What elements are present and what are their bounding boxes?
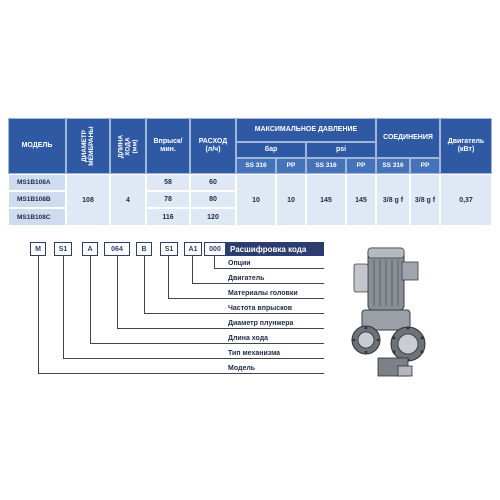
header-max-pressure: МАКСИМАЛЬНОЕ ДАВЛЕНИЕ xyxy=(236,118,376,142)
injections-cell: 78 xyxy=(146,191,190,208)
code-segment: A xyxy=(82,242,98,256)
header-flow: РАСХОД (л/ч) xyxy=(190,118,236,174)
flow-cell: 80 xyxy=(190,191,236,208)
leader-line xyxy=(117,328,324,329)
header-stroke: ДЛИНА ХОДА (мм) xyxy=(110,118,146,174)
leader-line xyxy=(144,256,145,313)
header-connections: СОЕДИНЕНИЯ xyxy=(376,118,440,158)
diameter-cell: 108 xyxy=(66,174,110,226)
leader-line xyxy=(168,256,169,298)
header-bar-ss316: SS 316 xyxy=(236,158,276,174)
code-label-plunger-diameter: Диаметр плунжера xyxy=(228,320,294,327)
header-psi: psi xyxy=(306,142,376,158)
code-label-head-material: Материалы головки xyxy=(228,290,298,297)
leader-line xyxy=(144,313,324,314)
code-label-injection-rate: Частота впрысков xyxy=(228,305,293,312)
header-diameter: ДИАМЕТР МЕМБРАНЫ xyxy=(66,118,110,174)
motor-cell: 0,37 xyxy=(440,174,492,226)
leader-line xyxy=(192,283,324,284)
code-label-options: Опции xyxy=(228,260,251,267)
code-title: Расшифровка кода xyxy=(226,242,324,256)
leader-line xyxy=(63,358,324,359)
leader-line xyxy=(192,256,193,283)
code-label-mechanism-type: Тип механизма xyxy=(228,350,281,357)
injections-cell: 58 xyxy=(146,174,190,191)
leader-line xyxy=(168,298,324,299)
header-conn-ss316: SS 316 xyxy=(376,158,410,174)
code-segment: 064 xyxy=(104,242,130,256)
code-label-motor: Двигатель xyxy=(228,275,265,282)
leader-line xyxy=(38,373,324,374)
leader-line xyxy=(63,256,64,358)
stroke-cell: 4 xyxy=(110,174,146,226)
header-model: МОДЕЛЬ xyxy=(8,118,66,174)
model-cell: MS1B108B xyxy=(8,191,66,208)
leader-line xyxy=(117,256,118,328)
flow-cell: 120 xyxy=(190,208,236,226)
conn-ss316-cell: 3/8 g f xyxy=(376,174,410,226)
code-segment: S1 xyxy=(160,242,178,256)
conn-pp-cell: 3/8 g f xyxy=(410,174,440,226)
leader-line xyxy=(90,256,91,343)
code-segment: B xyxy=(136,242,152,256)
pump-illustration xyxy=(338,240,438,390)
leader-line xyxy=(38,256,39,373)
model-cell: MS1B108A xyxy=(8,174,66,191)
header-psi-pp: PP xyxy=(346,158,376,174)
model-cell: MS1B108C xyxy=(8,208,66,226)
bar-ss316-cell: 10 xyxy=(236,174,276,226)
bar-pp-cell: 10 xyxy=(276,174,306,226)
code-label-model: Модель xyxy=(228,365,256,372)
header-bar: бар xyxy=(236,142,306,158)
header-motor: Двигатель (кВт) xyxy=(440,118,492,174)
spec-table xyxy=(8,118,492,226)
leader-line xyxy=(90,343,324,344)
header-injections: Впрыск/ мин. xyxy=(146,118,190,174)
code-segment: A1 xyxy=(184,242,202,256)
header-psi-ss316: SS 316 xyxy=(306,158,346,174)
psi-pp-cell: 145 xyxy=(346,174,376,226)
leader-line xyxy=(214,268,324,269)
psi-ss316-cell: 145 xyxy=(306,174,346,226)
code-segment: S1 xyxy=(54,242,72,256)
leader-line xyxy=(214,256,215,268)
header-bar-pp: PP xyxy=(276,158,306,174)
code-segment: 000 xyxy=(204,242,226,256)
code-segment: M xyxy=(30,242,46,256)
injections-cell: 116 xyxy=(146,208,190,226)
code-label-stroke-length: Длина хода xyxy=(228,335,269,342)
header-conn-pp: PP xyxy=(410,158,440,174)
flow-cell: 60 xyxy=(190,174,236,191)
